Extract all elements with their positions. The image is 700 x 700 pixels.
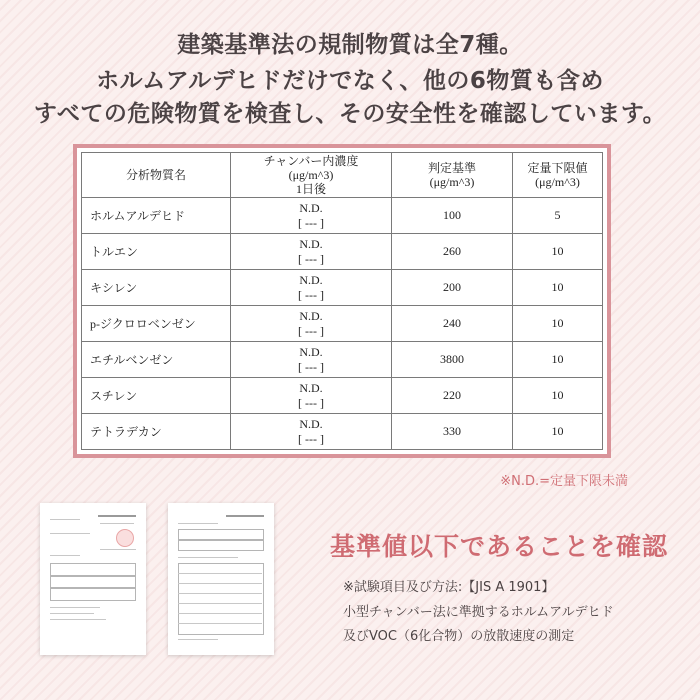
header-standard-unit: (μg/m^3) [429, 175, 475, 189]
test-method-line-1: ※試験項目及び方法:【JIS A 1901】 [343, 580, 555, 595]
table-header-row [82, 153, 603, 198]
standard-value: 200 [392, 270, 513, 306]
test-report-page-2 [168, 503, 274, 655]
headline-line-2: ホルムアルデヒドだけでなく、他の6物質も含め [96, 68, 604, 94]
limit-value: 10 [513, 270, 603, 306]
standard-confirmed-heading: 基準値以下であることを確認 [329, 532, 668, 561]
test-report-page-1 [40, 503, 146, 655]
table-row [82, 198, 603, 234]
substance-name: p-ジクロロベンゼン [82, 306, 231, 342]
table-row [82, 234, 603, 270]
nd-text: N.D. [299, 416, 323, 431]
substance-name: トルエン [82, 234, 231, 270]
limit-value: 10 [513, 414, 603, 450]
header-standard [392, 153, 513, 198]
header-chamber-title: チャンバー内濃度 [263, 154, 359, 168]
nd-text: N.D. [299, 308, 323, 323]
table-row [82, 306, 603, 342]
table-row [82, 414, 603, 450]
header-chamber [231, 153, 392, 198]
nd-text: N.D. [299, 200, 323, 215]
header-chamber-unit: (μg/m^3) [288, 168, 334, 182]
header-limit-title: 定量下限値 [527, 161, 588, 175]
limit-value: 10 [513, 342, 603, 378]
limit-value: 5 [513, 198, 603, 234]
nd-bracket: [ --- ] [298, 431, 324, 446]
test-method-line-3: 及びVOC（6化合物）の放散速度の測定 [343, 629, 575, 644]
header-chamber-day: 1日後 [295, 182, 326, 196]
limit-value: 10 [513, 306, 603, 342]
header-limit [513, 153, 603, 198]
standard-value: 330 [392, 414, 513, 450]
seal-stamp [116, 529, 134, 547]
nd-text: N.D. [299, 380, 323, 395]
table-row [82, 378, 603, 414]
nd-bracket: [ --- ] [298, 287, 324, 302]
standard-value: 100 [392, 198, 513, 234]
chamber-value [231, 342, 392, 378]
headline-line-1: 建築基準法の規制物質は全7種。 [177, 32, 523, 58]
substance-name: テトラデカン [82, 414, 231, 450]
nd-bracket: [ --- ] [298, 359, 324, 374]
header-standard-title: 判定基準 [427, 161, 476, 175]
standard-value: 220 [392, 378, 513, 414]
substance-name: スチレン [82, 378, 231, 414]
nd-text: N.D. [299, 344, 323, 359]
nd-footnote: ※N.D.=定量下限未満 [500, 474, 628, 489]
nd-bracket: [ --- ] [298, 395, 324, 410]
table-row [82, 270, 603, 306]
substance-name: エチルベンゼン [82, 342, 231, 378]
nd-bracket: [ --- ] [298, 215, 324, 230]
table-row [82, 342, 603, 378]
headline-line-3: すべての危険物質を検査し、その安全性を確認しています。 [33, 101, 667, 127]
standard-value: 3800 [392, 342, 513, 378]
nd-text: N.D. [299, 272, 323, 287]
substance-name: キシレン [82, 270, 231, 306]
nd-bracket: [ --- ] [298, 251, 324, 266]
test-results-table [73, 144, 611, 458]
substance-name: ホルムアルデヒド [82, 198, 231, 234]
limit-value: 10 [513, 234, 603, 270]
chamber-value [231, 414, 392, 450]
standard-value: 240 [392, 306, 513, 342]
limit-value: 10 [513, 378, 603, 414]
chamber-value [231, 198, 392, 234]
header-substance: 分析物質名 [82, 153, 231, 198]
nd-text: N.D. [299, 236, 323, 251]
chamber-value [231, 378, 392, 414]
chamber-value [231, 234, 392, 270]
chamber-value [231, 270, 392, 306]
header-limit-unit: (μg/m^3) [535, 175, 580, 189]
standard-value: 260 [392, 234, 513, 270]
chamber-value [231, 306, 392, 342]
nd-bracket: [ --- ] [298, 323, 324, 338]
test-method-line-2: 小型チャンバー法に準拠するホルムアルデヒド [343, 605, 614, 620]
